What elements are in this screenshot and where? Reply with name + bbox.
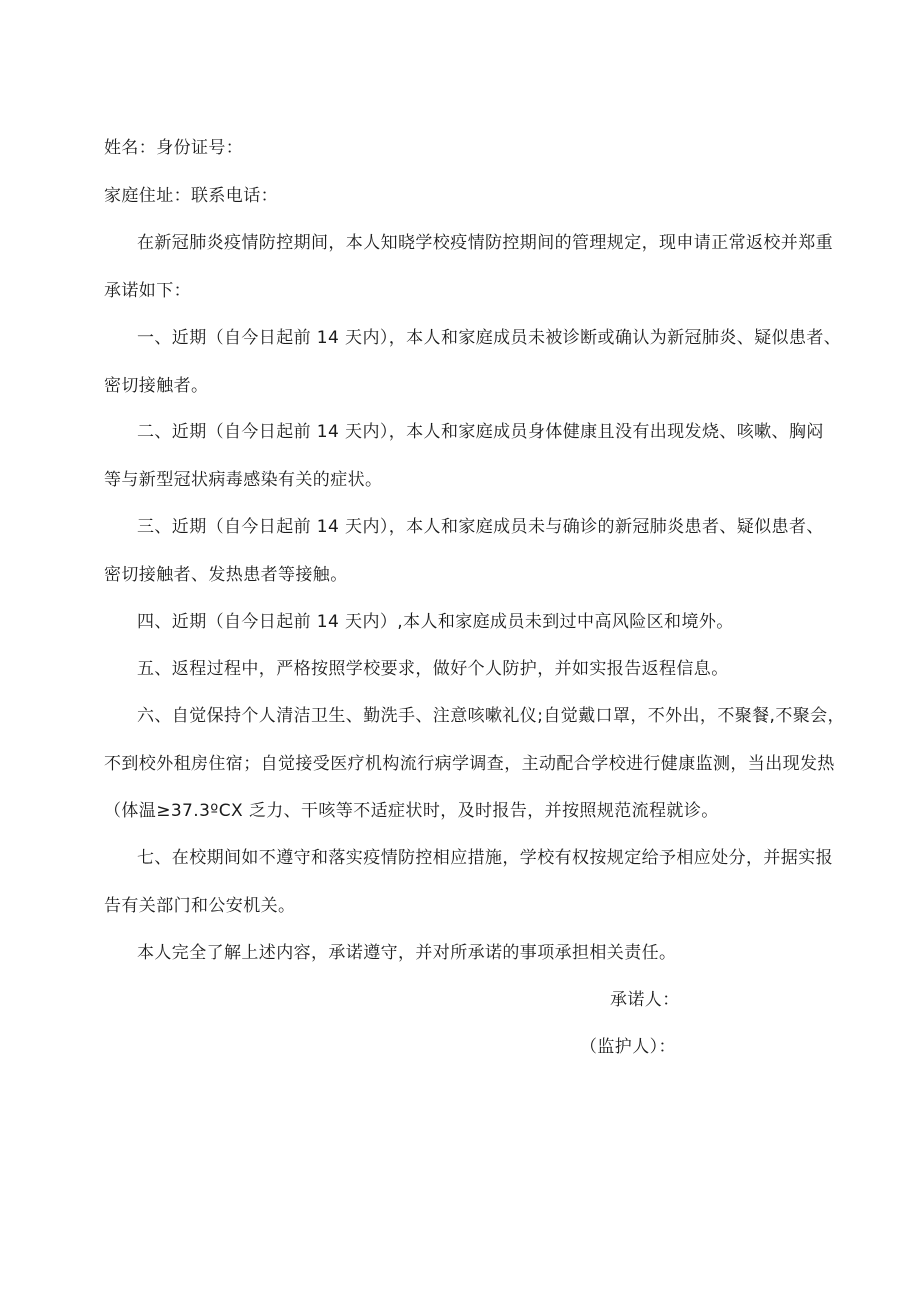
item-4-line-1: 四、近期（自今日起前 14 天内）,本人和家庭成员未到过中高风险区和境外。: [137, 612, 734, 632]
item-7-line-1: 七、在校期间如不遵守和落实疫情防控相应措施，学校有权按规定给予相应处分，并据实报: [137, 848, 833, 868]
item-2-line-2: 等与新型冠状病毒感染有关的症状。: [104, 470, 383, 490]
item-7-line-2: 告有关部门和公安机关。: [104, 896, 296, 916]
item-3-line-1: 三、近期（自今日起前 14 天内），本人和家庭成员未与确诊的新冠肺炎患者、疑似患者、: [137, 517, 824, 537]
promisor-signature-label: 承诺人：: [610, 990, 680, 1010]
intro-line-2: 承诺如下：: [104, 281, 191, 301]
item-6-line-3: （体温≥37.3ºCX 乏力、干咳等不适症状时，及时报告，并按照规范流程就诊。: [104, 801, 719, 821]
name-id-line: 姓名：身份证号：: [104, 138, 244, 158]
guardian-signature-label: （监护人）：: [580, 1037, 676, 1057]
intro-line-1: 在新冠肺炎疫情防控期间，本人知晓学校疫情防控期间的管理规定，现申请正常返校并郑重: [137, 233, 833, 253]
closing-statement: 本人完全了解上述内容，承诺遵守，并对所承诺的事项承担相关责任。: [137, 943, 677, 963]
item-1-line-2: 密切接触者。: [104, 376, 209, 396]
item-2-line-1: 二、近期（自今日起前 14 天内），本人和家庭成员身体健康且没有出现发烧、咳嗽、胸闷: [137, 422, 824, 442]
item-5-line-1: 五、返程过程中，严格按照学校要求，做好个人防护，并如实报告返程信息。: [137, 659, 729, 679]
item-1-line-1: 一、近期（自今日起前 14 天内），本人和家庭成员未被诊断或确认为新冠肺炎、疑似患者、: [137, 328, 842, 348]
address-phone-line: 家庭住址：联系电话：: [104, 186, 278, 206]
item-6-line-1: 六、自觉保持个人清洁卫生、勤洗手、注意咳嗽礼仪;自觉戴口罩，不外出，不聚餐,不聚会，: [137, 706, 845, 726]
item-3-line-2: 密切接触者、发热患者等接触。: [104, 565, 348, 585]
item-6-line-2: 不到校外租房住宿；自觉接受医疗机构流行病学调查，主动配合学校进行健康监测，当出现发热: [104, 754, 835, 774]
